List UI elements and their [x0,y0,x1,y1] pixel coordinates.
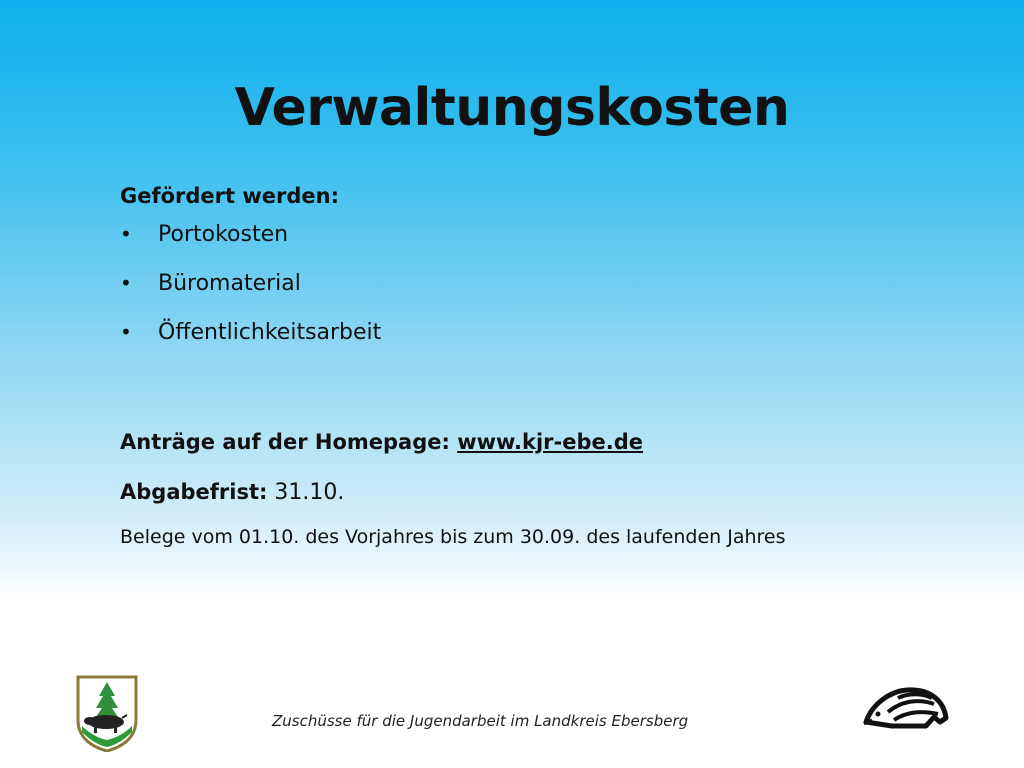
list-item-label: Portokosten [158,222,289,247]
bullet-list [120,222,940,369]
list-item [120,222,940,271]
list-item [120,320,940,369]
bullet-icon: • [120,320,132,344]
list-item [120,271,940,320]
slide-content [120,184,940,548]
receipts-note: Belege vom 01.10. des Vorjahres bis zum 30.09. des laufenden Jahres [120,526,786,548]
homepage-label: Anträge auf der Homepage: [120,430,458,454]
homepage-line [120,430,643,454]
list-item-label: Öffentlichkeitsarbeit [158,320,382,345]
section-heading: Gefördert werden: [120,184,340,208]
bullet-icon: • [120,222,132,246]
list-item-label: Büromaterial [158,271,301,296]
deadline-label: Abgabefrist: [120,480,268,504]
bullet-icon: • [120,271,132,295]
deadline-line [120,480,344,505]
slide-title: Verwaltungskosten [234,78,790,138]
badger-logo-icon [862,682,950,732]
deadline-value: 31.10. [267,480,345,505]
coat-of-arms-icon [74,674,140,752]
homepage-link[interactable]: www.kjr-ebe.de [457,430,644,454]
footer-text: Zuschüsse für die Jugendarbeit im Landkreis Ebersberg [272,712,689,730]
